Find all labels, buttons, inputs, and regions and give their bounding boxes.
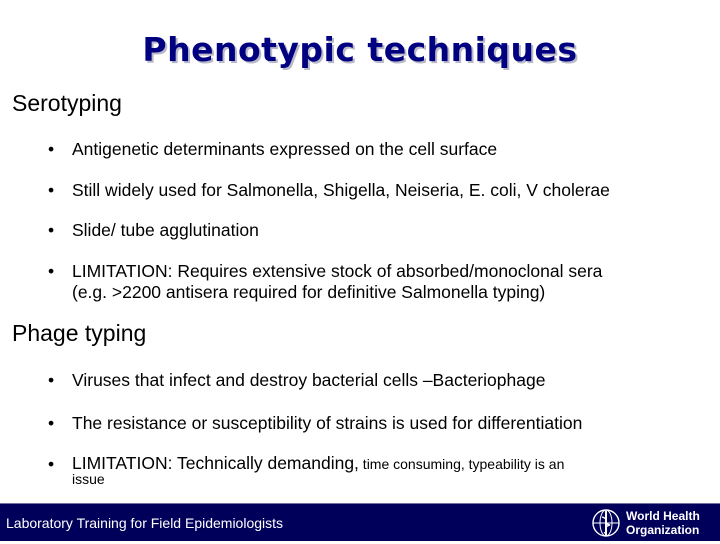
bullet-phage-2: • The resistance or susceptibility of strains is used for differentiation [48, 413, 583, 433]
section-heading-serotyping: Serotyping [12, 90, 122, 116]
bullet-dot-icon: • [48, 139, 55, 159]
bullet-dot-icon: • [48, 180, 55, 200]
bullet-dot-icon: • [48, 413, 55, 433]
bullet-phage-1: • Viruses that infect and destroy bacterial cells –Bacteriophage [48, 370, 546, 390]
slide-title: Phenotypic techniques [142, 30, 578, 69]
bullet-dot-icon: • [48, 220, 55, 240]
logo-text-line1: World Health [626, 509, 700, 523]
bullet-dot-icon: • [48, 454, 55, 474]
logo-text-line2: Organization [626, 523, 700, 537]
bullet-serotyping-1: • Antigenetic determinants expressed on the cell surface [48, 139, 498, 159]
bullet-dot-icon: • [48, 370, 55, 390]
section-heading-phage-typing: Phage typing [12, 320, 147, 346]
footer-bar [0, 503, 720, 541]
bullet-serotyping-2: • Still widely used for Salmonella, Shigella, Neiseria, E. coli, V cholerae [48, 180, 610, 200]
bullet-phage-3: • LIMITATION: Technically demanding, time consuming, typeability is an issue [48, 453, 565, 487]
bullet-dot-icon: • [48, 261, 55, 281]
bullet-serotyping-4: • LIMITATION: Requires extensive stock of absorbed/monoclonal sera (e.g. >2200 antisera required for definitive Salmonella typing) [48, 261, 603, 302]
bullet-serotyping-3: • Slide/ tube agglutination [48, 220, 259, 240]
who-logo [590, 507, 716, 539]
who-emblem-icon [590, 507, 622, 539]
footer-text: Laboratory Training for Field Epidemiologists [6, 515, 284, 531]
